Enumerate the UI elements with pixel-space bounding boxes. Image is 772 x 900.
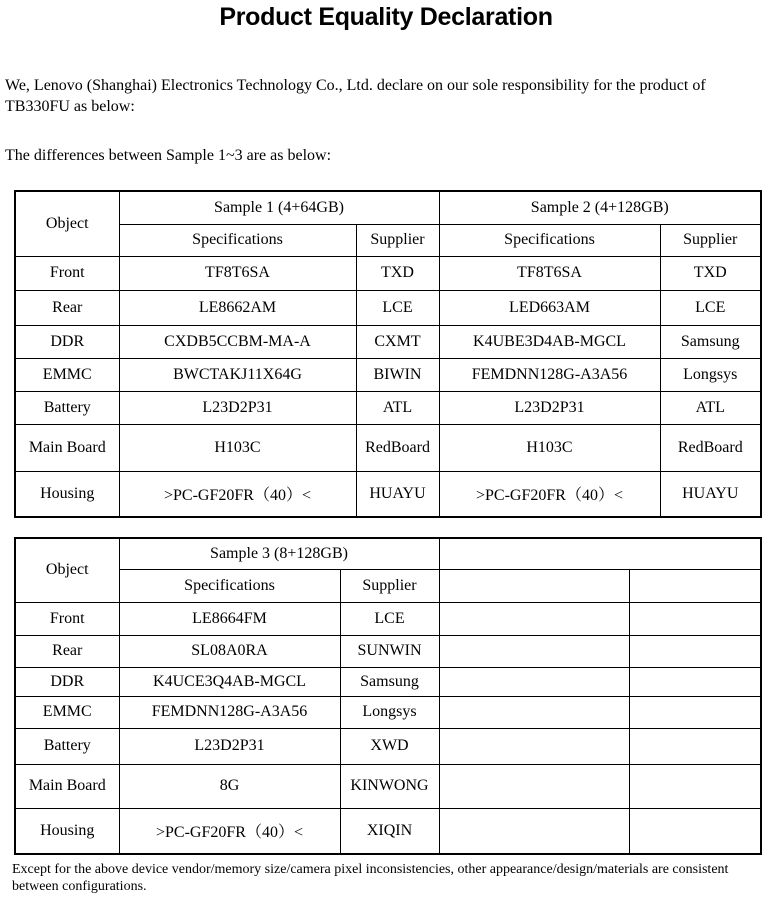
row-object: Housing — [15, 471, 119, 517]
sample2-supplier: ATL — [660, 391, 761, 424]
sample1-supplier: HUAYU — [356, 471, 439, 517]
sample2-supplier: Longsys — [660, 358, 761, 391]
sample3-supplier: LCE — [340, 602, 439, 635]
empty-cell — [629, 602, 761, 635]
sample2-spec: TF8T6SA — [439, 256, 660, 290]
table-row — [15, 635, 761, 667]
sample1-supplier: BIWIN — [356, 358, 439, 391]
row-object: Battery — [15, 728, 119, 764]
empty-cell — [439, 764, 629, 808]
sample3-supplier: XWD — [340, 728, 439, 764]
sample3-spec: FEMDNN128G-A3A56 — [119, 696, 340, 728]
sample2-header: Sample 2 (4+128GB) — [439, 191, 761, 224]
empty-cell — [629, 569, 761, 602]
footer-note: Except for the above device vendor/memory size/camera pixel inconsistencies, other appearance/design/materials are consistent between configurations. — [12, 862, 729, 894]
sample2-spec: >PC-GF20FR（40）< — [439, 471, 660, 517]
sample3-spec: 8G — [119, 764, 340, 808]
sample3-supplier: Samsung — [340, 667, 439, 696]
row-object: Battery — [15, 391, 119, 424]
row-object: Rear — [15, 290, 119, 325]
table-row — [15, 602, 761, 635]
sample3-spec: L23D2P31 — [119, 728, 340, 764]
row-object: Main Board — [15, 424, 119, 471]
sample2-supplier: LCE — [660, 290, 761, 325]
sample1-spec-header: Specifications — [119, 224, 356, 256]
sample2-supplier: TXD — [660, 256, 761, 290]
sample1-supplier: CXMT — [356, 325, 439, 358]
sample1-header: Sample 1 (4+64GB) — [119, 191, 439, 224]
samples-1-2-table — [14, 190, 762, 518]
table-row — [15, 391, 761, 424]
table-row — [15, 728, 761, 764]
sample3-spec: SL08A0RA — [119, 635, 340, 667]
empty-cell — [439, 602, 629, 635]
sample2-spec: K4UBE3D4AB-MGCL — [439, 325, 660, 358]
sample3-supplier: KINWONG — [340, 764, 439, 808]
differences-intro: The differences between Sample 1~3 are as below: — [5, 147, 332, 164]
empty-cell — [439, 728, 629, 764]
sample2-spec: FEMDNN128G-A3A56 — [439, 358, 660, 391]
empty-cell — [439, 696, 629, 728]
sample3-spec: LE8664FM — [119, 602, 340, 635]
sample3-spec: >PC-GF20FR（40）< — [119, 808, 340, 854]
table-row — [15, 290, 761, 325]
document-title: Product Equality Declaration — [219, 3, 553, 31]
empty-cell — [629, 808, 761, 854]
row-object: Front — [15, 602, 119, 635]
row-object: DDR — [15, 325, 119, 358]
sample3-supplier: XIQIN — [340, 808, 439, 854]
table-row — [15, 667, 761, 696]
sample1-spec: L23D2P31 — [119, 391, 356, 424]
table-row — [15, 424, 761, 471]
sample2-supplier: RedBoard — [660, 424, 761, 471]
sample2-spec: H103C — [439, 424, 660, 471]
table-row — [15, 696, 761, 728]
sample1-spec: LE8662AM — [119, 290, 356, 325]
table-row — [15, 764, 761, 808]
sample3-spec: K4UCE3Q4AB-MGCL — [119, 667, 340, 696]
empty-cell — [629, 764, 761, 808]
row-object: EMMC — [15, 358, 119, 391]
sample1-spec: >PC-GF20FR（40）< — [119, 471, 356, 517]
row-object: Housing — [15, 808, 119, 854]
sample1-supplier: TXD — [356, 256, 439, 290]
sample3-supplier: Longsys — [340, 696, 439, 728]
sample1-supplier-header: Supplier — [356, 224, 439, 256]
table-row — [15, 358, 761, 391]
empty-cell — [439, 808, 629, 854]
sample1-supplier: RedBoard — [356, 424, 439, 471]
empty-cell — [629, 667, 761, 696]
empty-cell — [629, 728, 761, 764]
row-object: EMMC — [15, 696, 119, 728]
empty-cell — [629, 696, 761, 728]
sample-3-table — [14, 537, 762, 855]
table-row — [15, 256, 761, 290]
object-header: Object — [15, 191, 119, 256]
table-row — [15, 808, 761, 854]
row-object: Front — [15, 256, 119, 290]
sample1-spec: TF8T6SA — [119, 256, 356, 290]
object-header: Object — [15, 538, 119, 602]
empty-cell — [439, 538, 761, 569]
empty-cell — [629, 635, 761, 667]
sample3-spec-header: Specifications — [119, 569, 340, 602]
empty-cell — [439, 569, 629, 602]
sample1-spec: CXDB5CCBM-MA-A — [119, 325, 356, 358]
sample1-supplier: ATL — [356, 391, 439, 424]
sample1-supplier: LCE — [356, 290, 439, 325]
table-row — [15, 471, 761, 517]
sample2-supplier: Samsung — [660, 325, 761, 358]
sample3-supplier-header: Supplier — [340, 569, 439, 602]
sample3-header: Sample 3 (8+128GB) — [119, 538, 439, 569]
sample2-spec-header: Specifications — [439, 224, 660, 256]
empty-cell — [439, 667, 629, 696]
empty-cell — [439, 635, 629, 667]
declaration-paragraph: We, Lenovo (Shanghai) Electronics Technology Co., Ltd. declare on our sole responsibility for the product of TB330FU as below: — [5, 77, 706, 115]
sample2-spec: LED663AM — [439, 290, 660, 325]
sample2-supplier-header: Supplier — [660, 224, 761, 256]
row-object: Main Board — [15, 764, 119, 808]
row-object: Rear — [15, 635, 119, 667]
row-object: DDR — [15, 667, 119, 696]
table-row — [15, 325, 761, 358]
sample2-spec: L23D2P31 — [439, 391, 660, 424]
sample2-supplier: HUAYU — [660, 471, 761, 517]
sample1-spec: H103C — [119, 424, 356, 471]
sample1-spec: BWCTAKJ11X64G — [119, 358, 356, 391]
sample3-supplier: SUNWIN — [340, 635, 439, 667]
